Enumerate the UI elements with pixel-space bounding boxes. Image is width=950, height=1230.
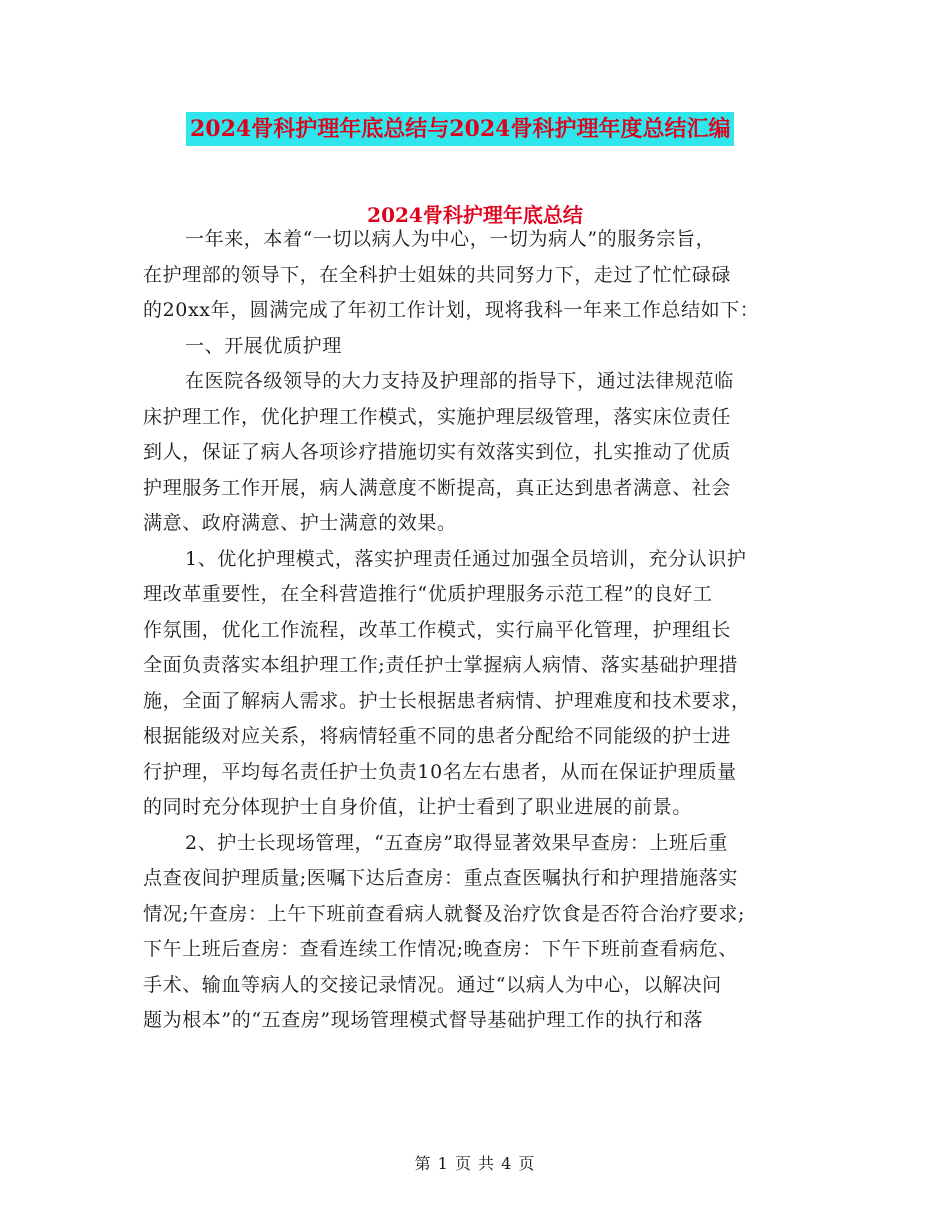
paragraph-line: 的20xx年，圆满完成了年初工作计划，现将我科一年来工作总结如下：: [143, 299, 760, 321]
paragraph-line: 施，全面了解病人需求。护士长根据患者病情、护理难度和技术要求，: [143, 689, 751, 712]
paragraph-line: 情况;午查房：上午下班前查看病人就餐及治疗饮食是否符合治疗要求;: [143, 902, 746, 925]
paragraph-line: 的同时充分体现护士自身价值，让护士看到了职业进展的前景。: [143, 796, 692, 818]
paragraph-line: 到人，保证了病人各项诊疗措施切实有效落实到位，扎实推动了优质: [143, 441, 732, 463]
paragraph-line: 全面负责落实本组护理工作;责任护士掌握病人病情、落实基础护理措: [143, 654, 739, 676]
paragraph-line: 床护理工作，优化护理工作模式，实施护理层级管理，落实床位责任: [143, 405, 732, 428]
paragraph-line: 下午上班后查房：查看连续工作情况;晚查房：下午下班前查看病危、: [143, 938, 739, 960]
section-title: 2024骨科护理年底总结: [367, 203, 583, 227]
paragraph-line: 满意、政府满意、护士满意的效果。: [143, 512, 457, 534]
paragraph-line: 行护理，平均每名责任护士负责10名左右患者，从而在保证护理质量: [143, 760, 737, 783]
paragraph-line: 题为根本”的“五查房”现场管理模式督导基础护理工作的执行和落: [143, 1009, 704, 1031]
page-footer: 第 1 页 共 4 页: [414, 1154, 536, 1173]
paragraph-line: 手术、输血等病人的交接记录情况。通过“以病人为中心，以解决问: [143, 973, 722, 996]
document-title: 2024骨科护理年底总结与2024骨科护理年度总结汇编: [186, 112, 734, 146]
paragraph-line: 一、开展优质护理: [185, 334, 342, 357]
paragraph-line: 2、护士长现场管理，“五查房”取得显著效果早查房：上班后重: [185, 831, 728, 854]
paragraph-line: 护理服务工作开展，病人满意度不断提高，真正达到患者满意、社会: [143, 476, 732, 499]
paragraph-line: 理改革重要性，在全科营造推行“优质护理服务示范工程”的良好工: [143, 583, 713, 605]
paragraph-line: 在护理部的领导下，在全科护士姐妹的共同努力下，走过了忙忙碌碌: [143, 263, 732, 286]
paragraph-line: 一年来，本着“一切以病人为中心，一切为病人”的服务宗旨，: [185, 228, 716, 250]
paragraph-line: 1、优化护理模式，落实护理责任通过加强全员培训，充分认识护: [185, 547, 747, 570]
paragraph-line: 根据能级对应关系，将病情轻重不同的患者分配给不同能级的护士进: [143, 725, 732, 747]
body-text: [143, 222, 813, 1039]
paragraph-line: 在医院各级领导的大力支持及护理部的指导下，通过法律规范临: [185, 370, 734, 392]
paragraph-line: 点查夜间护理质量;医嘱下达后查房：重点查医嘱执行和护理措施落实: [143, 867, 739, 889]
paragraph-line: 作氛围，优化工作流程，改革工作模式，实行扁平化管理，护理组长: [143, 618, 732, 641]
